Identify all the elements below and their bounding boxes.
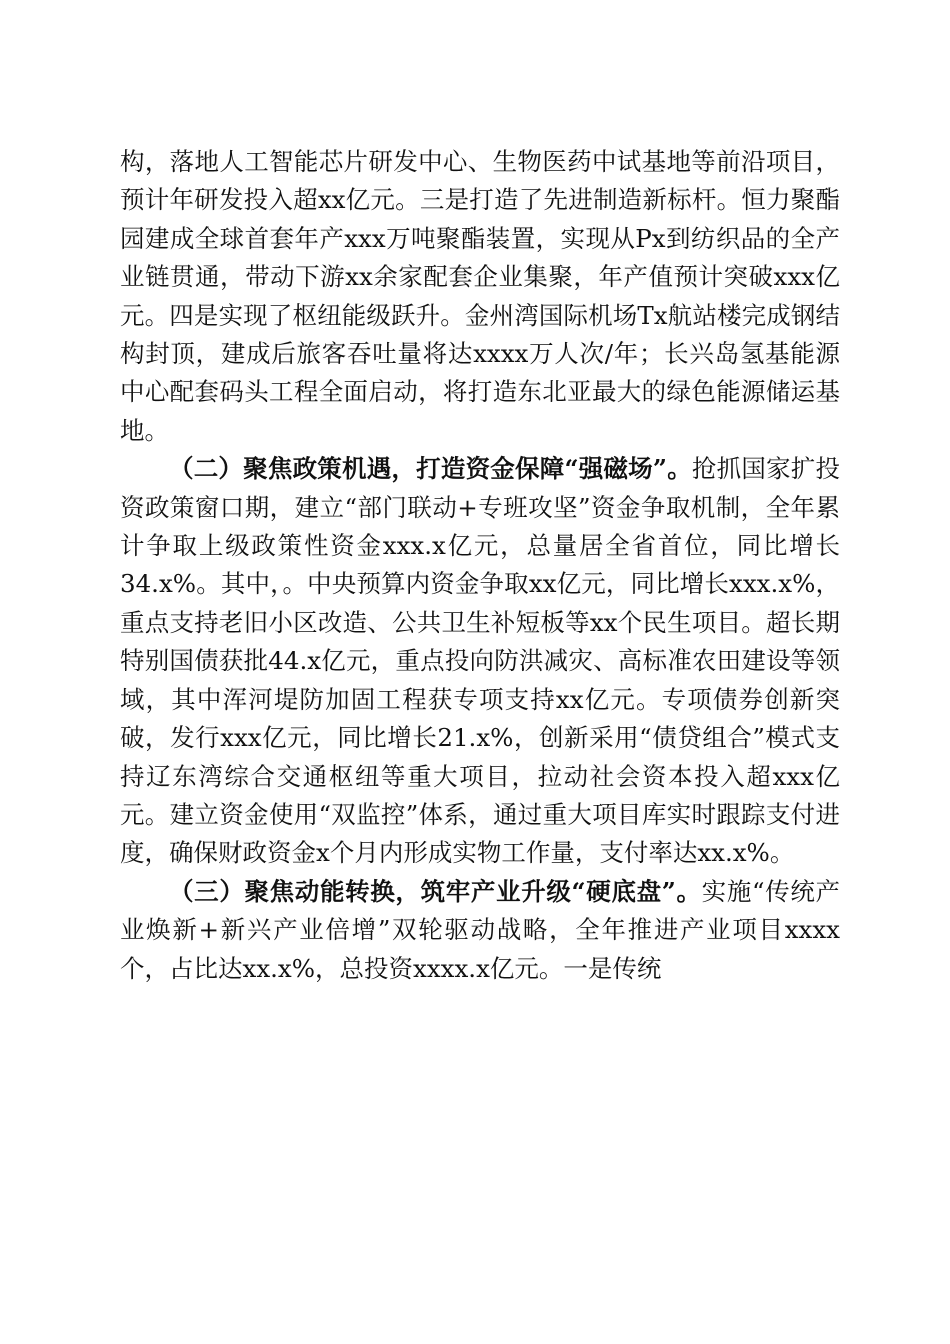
paragraph-2: [120, 450, 840, 872]
paragraph-2-text: 抢抓国家扩投资政策窗口期，建立“部门联动+专班攻坚”资金争取机制，全年累计争取上级政策性资金xxx.x亿元，总量居全省首位，同比增长34.x%。其中，。中央预算内资金争取xx亿元，同比增长xxx.x%，重点支持老旧小区改造、公共卫生补短板等xx个民生项目。超长期特别国债获批44.x亿元，重点投向防洪减灾、高标准农田建设等领域，其中浑河堤防加固工程获专项支持xx亿元。专项债券创新突破，发行xxx亿元，同比增长21.x%，创新采用“债贷组合”模式支持辽东湾综合交通枢纽等重大项目，拉动社会资本投入超xxx亿元。建立资金使用“双监控”体系，通过重大项目库实时跟踪支付进度，确保财政资金x个月内形成实物工作量，支付率达xx.x%。: [120, 454, 840, 868]
paragraph-1-text: 构，落地人工智能芯片研发中心、生物医药中试基地等前沿项目，预计年研发投入超xx亿元。三是打造了先进制造新标杆。恒力聚酯园建成全球首套年产xxx万吨聚酯装置，实现从Px到纺织品的全产业链贯通，带动下游xx余家配套企业集聚，年产值预计突破xxx亿元。四是实现了枢纽能级跃升。金州湾国际机场Tx航站楼完成钢结构封顶，建成后旅客吞吐量将达xxxx万人次/年；长兴岛氢基能源中心配套码头工程全面启动，将打造东北亚最大的绿色能源储运基地。: [120, 147, 840, 445]
paragraph-2-heading: （二）聚焦政策机遇，打造资金保障“强磁场”。: [169, 454, 692, 484]
paragraph-3-heading: （三）聚焦动能转换，筑牢产业升级“硬底盘”。: [169, 876, 702, 906]
paragraph-3-text: 实施“传统产业焕新+新兴产业倍增”双轮驱动战略，全年推进产业项目xxxx个，占比达xx.x%，总投资xxxx.x亿元。一是传统: [120, 876, 840, 983]
paragraph-3: [120, 873, 840, 988]
paragraph-1: [120, 143, 840, 450]
document-body: [120, 143, 840, 988]
